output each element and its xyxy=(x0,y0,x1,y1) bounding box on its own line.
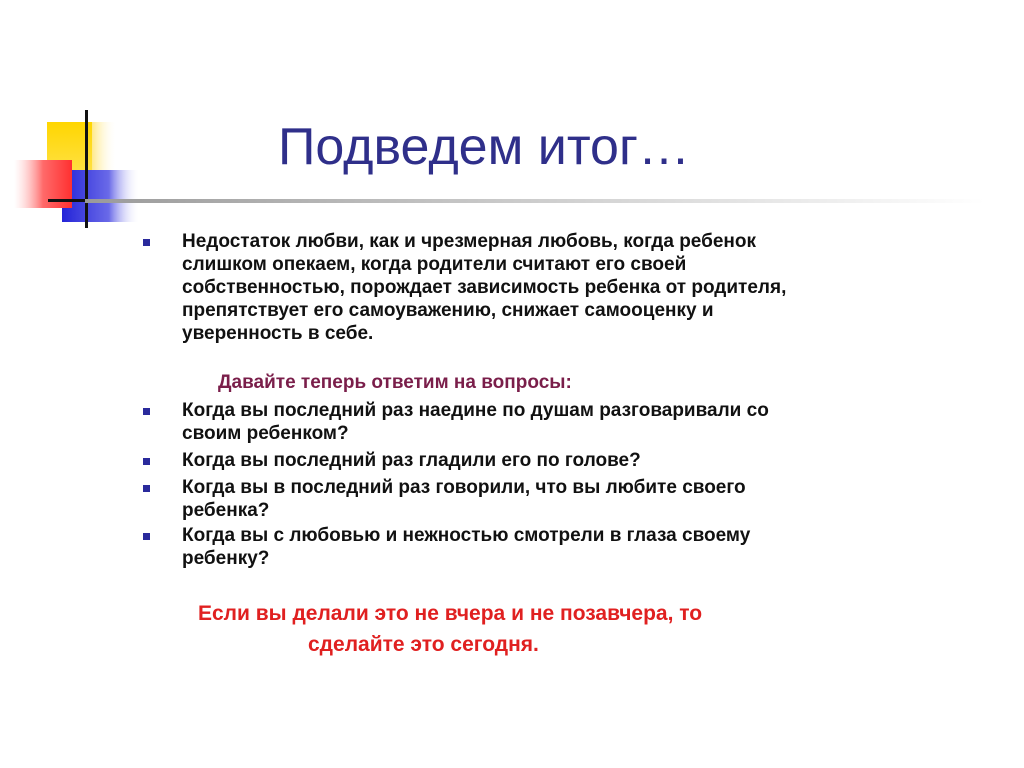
summary-paragraph xyxy=(182,230,972,345)
question-line: Когда вы последний раз наедине по душам разговаривали со xyxy=(182,400,769,421)
summary-line: Недостаток любви, как и чрезмерная любовь, когда ребенок xyxy=(182,231,757,252)
question-line: Когда вы последний раз гладили его по голове? xyxy=(182,450,641,471)
bullet-icon xyxy=(143,458,150,465)
question-line: Когда вы в последний раз говорили, что вы любите своего xyxy=(182,477,746,498)
summary-line: слишком опекаем, когда родители считают его своей xyxy=(182,254,687,275)
bullet-icon xyxy=(143,485,150,492)
question-item xyxy=(182,476,972,522)
question-item xyxy=(182,399,972,445)
question-line: Когда вы с любовью и нежностью смотрели в глаза своему xyxy=(182,525,751,546)
closing-line-2: сделайте это сегодня. xyxy=(308,633,539,656)
bullet-icon xyxy=(143,239,150,246)
slide-title: Подведем итог… xyxy=(278,118,690,176)
title-divider xyxy=(85,199,985,203)
question-line: ребенку? xyxy=(182,548,270,569)
questions-prompt: Давайте теперь ответим на вопросы: xyxy=(218,372,572,393)
summary-line: препятствует его самоуважению, снижает самооценку и xyxy=(182,300,714,321)
slide-logo-icon xyxy=(0,0,150,240)
bullet-icon xyxy=(143,533,150,540)
question-line: своим ребенком? xyxy=(182,423,349,444)
question-line: ребенка? xyxy=(182,500,270,521)
bullet-icon xyxy=(143,408,150,415)
summary-line: уверенность в себе. xyxy=(182,323,374,344)
closing-line-1: Если вы делали это не вчера и не позавчера, то xyxy=(198,602,703,625)
question-item xyxy=(182,449,972,472)
question-item xyxy=(182,524,972,570)
summary-line: собственностью, порождает зависимость ребенка от родителя, xyxy=(182,277,787,298)
